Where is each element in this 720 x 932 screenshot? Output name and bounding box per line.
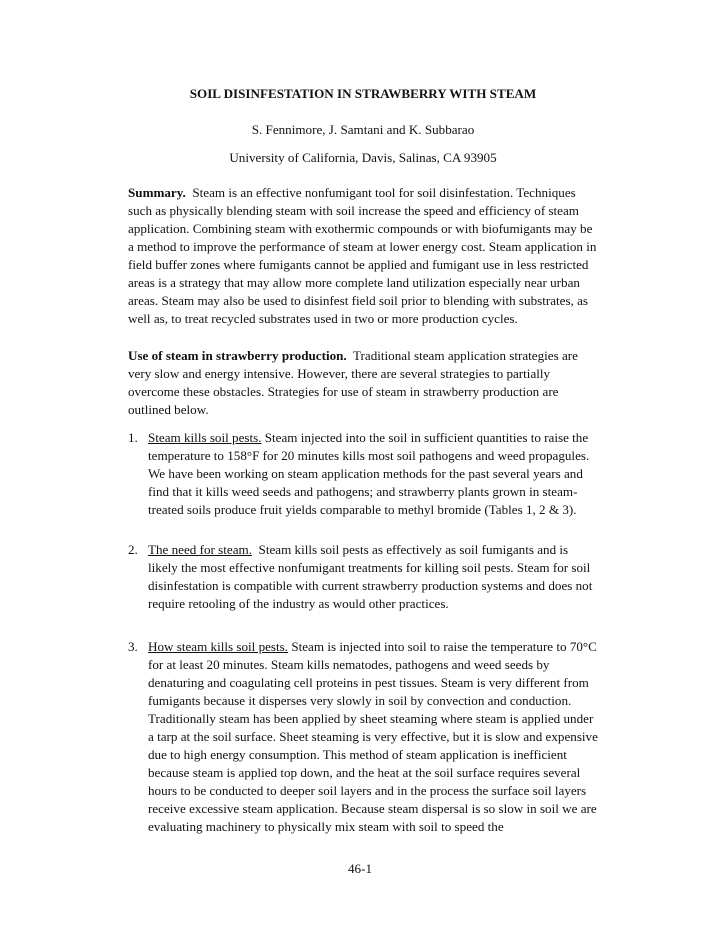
use-of-steam-paragraph [128,347,598,419]
list-item-text: Steam kills soil pests as effectively as soil fumigants and is likely the most effective nonfumigant treatments for killing soil pests. Steam for soil disinfestation is compatible with current strawberry production systems and does not require retooling of the industry as would other practices. [148,542,593,611]
list-item [128,541,598,613]
list-item-number: 1. [128,430,138,445]
list-item-text: Steam injected into the soil in sufficient quantities to raise the temperature to 158°F for 20 minutes kills most soil pathogens and weed propagules. We have been working on steam application methods for the past several years and find that it kills weed seeds and pathogens; and strawberry plants grown in steam-treated soils produce fruit yields comparable to methyl bromide (Tables 1, 2 & 3). [148,430,590,517]
use-of-steam-heading: Use of steam in strawberry production. [128,348,347,363]
use-of-steam-text: Traditional steam application strategies are very slow and energy intensive. However, there are several strategies to partially overcome these obstacles. Strategies for use of steam in strawberry production are outlined below. [128,348,578,417]
authors: S. Fennimore, J. Samtani and K. Subbarao [251,122,475,137]
summary-heading: Summary. [128,185,186,200]
summary-paragraph [128,184,598,328]
list-item-heading: Steam kills soil pests. [148,430,262,445]
summary-text: Steam is an effective nonfumigant tool for soil disinfestation. Techniques such as physically blending steam with soil increase the speed and efficiency of steam application. Combining steam with exothermic compounds or with biofumigants may be a method to improve the performance of steam at lower energy cost. Steam application in field buffer zones where fumigants cannot be applied and fumigant use in less restricted areas is a strategy that may allow more complete land utilization especially near urban areas. Steam may also be used to disinfest field soil prior to blending with substrates, as well as, to treat recycled substrates used in two or more production cycles. [128,185,597,326]
list-item [128,429,598,519]
document-title: SOIL DISINFESTATION IN STRAWBERRY WITH STEAM [189,86,537,101]
page-number: 46-1 [347,861,372,876]
list-item-text: Steam is injected into soil to raise the temperature to 70°C for at least 20 minutes. Steam kills nematodes, pathogens and weed seeds by denaturing and coagulating cell proteins in pest tissues. Steam is very different from fumigants because it disperses very slowly in soil by convection and conduction. Traditionally steam has been applied by sheet steaming where steam is applied under a tarp at the soil surface. Sheet steaming is very effective, but it is slow and expensive due to high energy consumption. This method of steam application is inefficient because steam is applied top down, and the heat at the soil surface requires several hours to be conducted to deeper soil layers and in the process the surface soil layers receive excessive steam application. Because steam dispersal is so slow in soil we are evaluating machinery to physically mix steam with soil to speed the [148,639,598,834]
list-item-number: 3. [128,639,138,654]
list-item-heading: The need for steam. [148,542,252,557]
list-item [128,638,598,836]
list-item-number: 2. [128,542,138,557]
list-item-heading: How steam kills soil pests. [148,639,289,654]
affiliation: University of California, Davis, Salinas, CA 93905 [229,150,497,165]
